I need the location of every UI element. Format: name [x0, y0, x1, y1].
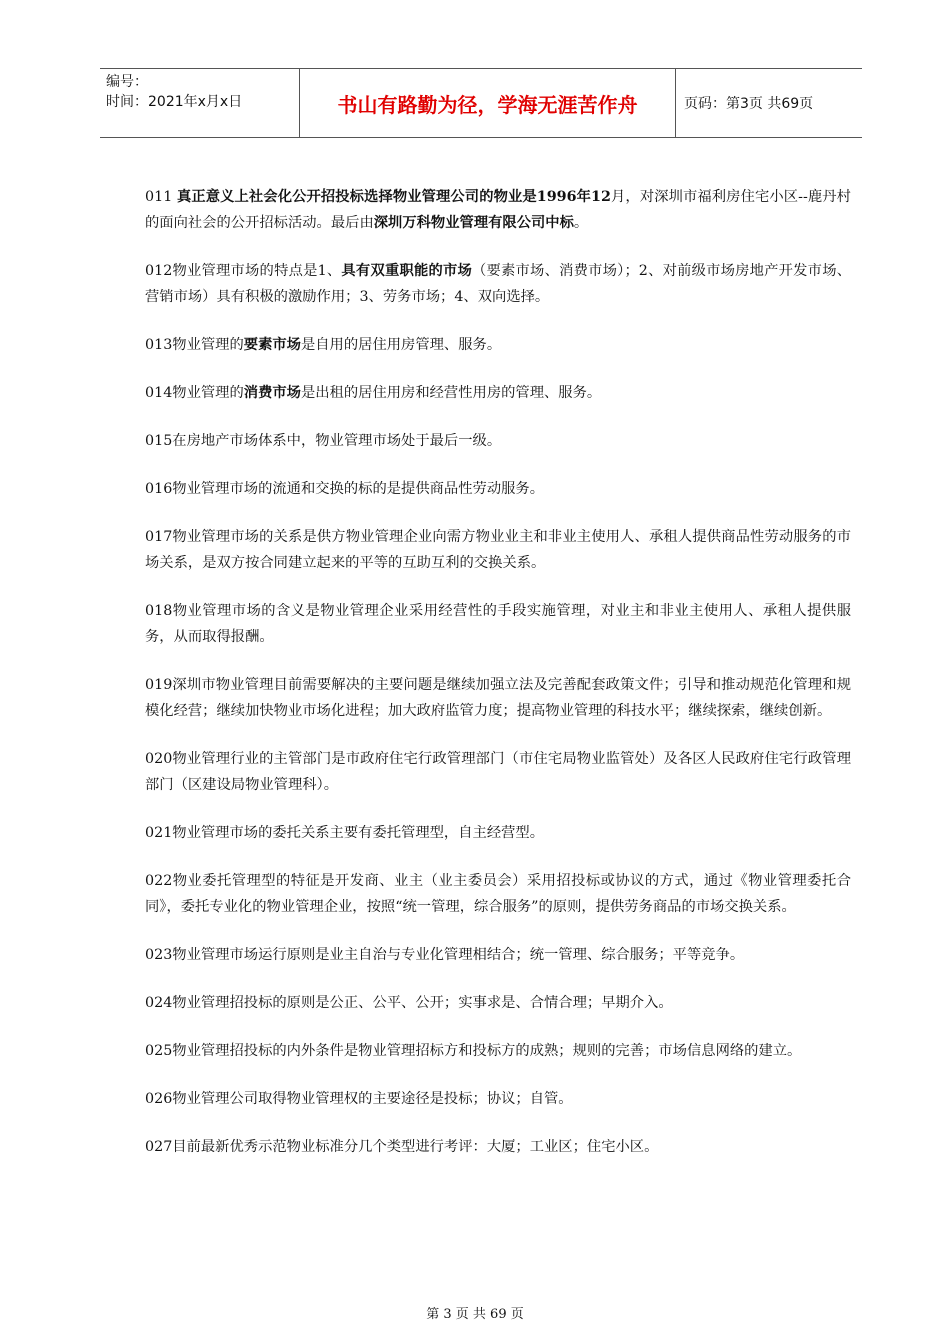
bold-text-segment: 具有双重职能的市场 [341, 263, 473, 279]
paragraph [145, 672, 851, 724]
number-label: 编号： [106, 74, 148, 90]
page-code-cell [676, 69, 862, 137]
paragraph [145, 990, 851, 1016]
text-segment: 026物业管理公司取得物业管理权的主要途径是投标；协议；自管。 [145, 1091, 573, 1107]
paragraph [145, 380, 851, 406]
paragraph [145, 258, 851, 310]
paragraph [145, 942, 851, 968]
text-segment: 011 [145, 189, 177, 205]
text-segment: （要素市场、消费市场）；2、对前级市场房地产开发市场、营销市场）具有积极的激励作用；3、劳务市场；4、双向选择。 [145, 263, 851, 305]
text-segment: 012物业管理市场的特点是1、 [145, 263, 342, 279]
page-footer [0, 1303, 950, 1322]
header-info-cell [100, 69, 300, 137]
bold-text-segment: 深圳万科物业管理有限公司中标 [373, 215, 574, 231]
text-segment: 是出租的居住用房和经营性用房的管理、服务。 [300, 385, 602, 401]
bold-text-segment: 真正意义上社会化公开招投标选择物业管理公司的物业是1996年12 [176, 189, 611, 205]
text-segment: 017物业管理市场的关系是供方物业管理企业向需方物业业主和非业主使用人、承租人提供商品性劳动服务的市场关系，是双方按合同建立起来的平等的互助互利的交换关系。 [145, 529, 851, 571]
text-segment: 020物业管理行业的主管部门是市政府住宅行政管理部门（市住宅局物业监管处）及各区人民政府住宅行政管理部门（区建设局物业管理科）。 [145, 751, 851, 793]
paragraph [145, 1086, 851, 1112]
paragraph [145, 476, 851, 502]
text-segment: 022物业委托管理型的特征是开发商、业主（业主委员会）采用招投标或协议的方式，通过《物业管理委托合同》，委托专业化的物业管理企业，按照“统一管理，综合服务”的原则，提供劳务商品的市场交换关系。 [145, 873, 851, 915]
text-segment: 016物业管理市场的流通和交换的标的是提供商品性劳动服务。 [145, 481, 545, 497]
time-label: 时间：2021年x月x日 [106, 94, 243, 110]
paragraph [145, 428, 851, 454]
paragraph [145, 1038, 851, 1064]
page-header [100, 68, 862, 138]
text-segment: 是自用的居住用房管理、服务。 [300, 337, 502, 353]
paragraph [145, 184, 851, 236]
text-segment: 025物业管理招投标的内外条件是物业管理招标方和投标方的成熟；规则的完善；市场信息网络的建立。 [145, 1043, 802, 1059]
text-segment: 。 [573, 215, 589, 231]
paragraph [145, 746, 851, 798]
text-segment: 024物业管理招投标的原则是公正、公平、公开；实事求是、合情合理；早期介入。 [145, 995, 673, 1011]
paragraph [145, 524, 851, 576]
text-segment: 018物业管理市场的含义是物业管理企业采用经营性的手段实施管理，对业主和非业主使用人、承租人提供服务，从而取得报酬。 [145, 603, 851, 645]
bold-text-segment: 要素市场 [243, 337, 301, 353]
text-segment: 013物业管理的 [145, 337, 244, 353]
page-code: 页码：第3页 共69页 [684, 96, 814, 112]
paragraph [145, 598, 851, 650]
footer-page-number: 第 3 页 共 69 页 [426, 1307, 524, 1322]
document-body [145, 184, 851, 1182]
text-segment: 023物业管理市场运行原则是业主自治与专业化管理相结合；统一管理、综合服务；平等竞争。 [145, 947, 745, 963]
text-segment: 014物业管理的 [145, 385, 244, 401]
motto-cell [300, 69, 676, 137]
paragraph [145, 332, 851, 358]
text-segment: 月，对深圳市福利房住宅小区--鹿丹村的面向社会的公开招标活动。最后由 [145, 189, 851, 231]
text-segment: 019深圳市物业管理目前需要解决的主要问题是继续加强立法及完善配套政策文件；引导和推动规范化管理和规模化经营；继续加快物业市场化进程；加大政府监管力度；提高物业管理的科技水平；继续探索，继续创新。 [145, 677, 851, 719]
motto-text: 书山有路勤为径，学海无涯苦作舟 [337, 92, 638, 117]
bold-text-segment: 消费市场 [243, 385, 301, 401]
paragraph [145, 868, 851, 920]
text-segment: 021物业管理市场的委托关系主要有委托管理型，自主经营型。 [145, 825, 545, 841]
paragraph [145, 1134, 851, 1160]
paragraph [145, 820, 851, 846]
text-segment: 015在房地产市场体系中，物业管理市场处于最后一级。 [145, 433, 502, 449]
text-segment: 027目前最新优秀示范物业标准分几个类型进行考评：大厦；工业区；住宅小区。 [145, 1139, 659, 1155]
